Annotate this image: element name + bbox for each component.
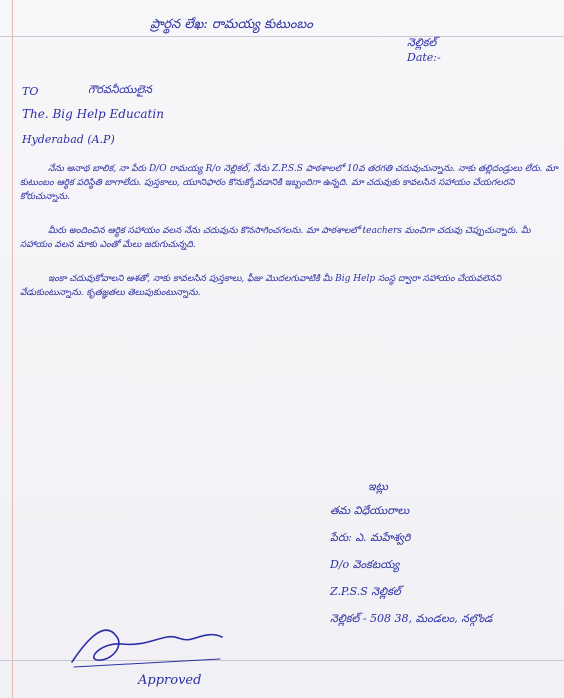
body-paragraph-3: ఇంకా చదువుకోవాలని ఆశతో, నాకు కావలసిన పుస్తకాలు, ఫీజు మొదలగువాటికి మీ Big Help సంస్థ ద్వారా సహాయం చేయవలెనని వేడుకుంటున్నాను. కృతజ్ఞతలు తెలుపుకుంటున్నాను. xyxy=(20,274,502,298)
sign-off-closing: తమ విధేయురాలు xyxy=(330,504,410,517)
sender-school: Z.P.S.S నెల్లికల్ xyxy=(330,585,401,598)
sender-name: పేరు: ఎ. మహేశ్వరి xyxy=(330,531,411,544)
body-paragraph-1: నేను అనాథ బాలిక, నా పేరు D/O రామయ్య R/o నెల్లికల్, నేను Z.P.S.S పాఠశాలలో 10వ తరగతి చదువుచున్నాను. నాకు తల్లిదండ్రులు లేరు. మా కుటుంబం ఆర్థిక పరిస్థితి బాగాలేదు. పుస్తకాలు, యూనిఫారం కొనుక్కోవడానికి ఇబ్బందిగా ఉన్నది. మా చదువుకు కావలసిన సహాయం చేయగలరని కోరుచున్నాను. xyxy=(20,164,558,202)
header-rule xyxy=(0,36,564,37)
approval-mark: Approved xyxy=(138,673,202,688)
recipient-address-line1: The. Big Help Educatin xyxy=(22,107,164,121)
sender-place: నెల్లికల్ - 508 38, మండలం, నల్గొండ xyxy=(330,612,493,625)
margin-line xyxy=(12,0,13,698)
handwritten-signature xyxy=(62,612,232,672)
to-salutation: గౌరవనీయులైన xyxy=(88,83,152,96)
letter-heading: ప్రార్థన లేఖ: రామయ్య కుటుంబం xyxy=(150,17,313,32)
body-paragraph-2: మీరు అందించిన ఆర్థిక సహాయం వలన నేను చదువును కొనసాగించగలను. మా పాఠశాలలో teachers మంచిగా చదువు చెప్పుచున్నారు. మీ సహాయం వలన మాకు ఎంతో మేలు జరుగుచున్నది. xyxy=(20,226,531,250)
to-label: TO xyxy=(22,85,39,98)
recipient-address-line2: Hyderabad (A.P) xyxy=(22,133,115,146)
signature-block xyxy=(330,480,492,639)
sender-parent: D/o వెంకటయ్య xyxy=(330,558,400,571)
sign-off-label: ఇట్లు xyxy=(368,480,388,493)
date-label: Date:- xyxy=(407,51,441,64)
letter-body xyxy=(20,162,560,320)
date-value: నెల్లికల్ xyxy=(407,36,437,49)
